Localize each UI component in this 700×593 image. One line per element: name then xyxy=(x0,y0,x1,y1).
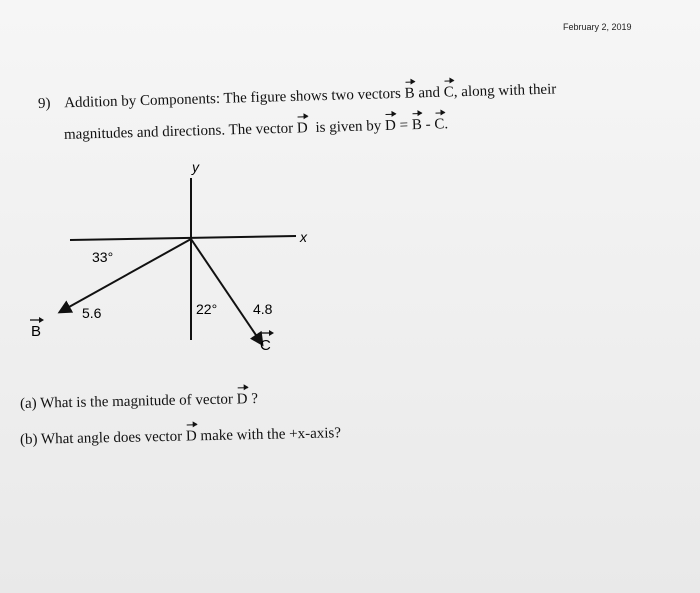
vector-c-overarrow-head xyxy=(269,330,274,336)
question-b-text: (b) What angle does vector xyxy=(19,428,183,448)
date-header: February 2, 2019 xyxy=(563,22,632,32)
equation-d: D xyxy=(384,117,397,135)
question-a-text: (a) What is the magnitude of vector xyxy=(19,391,234,412)
vector-c-arrow xyxy=(191,239,262,344)
x-axis-label: x xyxy=(300,229,307,245)
x-axis xyxy=(70,236,296,240)
magnitude-c-label: 4.8 xyxy=(253,301,273,317)
question-a-vector: D xyxy=(236,391,248,408)
equation-equals: = xyxy=(399,117,409,134)
vector-b-label-group xyxy=(30,317,44,340)
vector-d-symbol: D xyxy=(296,120,308,137)
question-a-end: ? xyxy=(251,391,259,408)
problem-text: is given by xyxy=(315,118,382,136)
equation-end: . xyxy=(444,116,449,133)
angle-b-label: 33° xyxy=(92,249,114,265)
question-b-vector: D xyxy=(185,428,197,445)
question-b-end: make with the +x-axis? xyxy=(200,425,342,445)
problem-number: 9) xyxy=(37,95,51,112)
magnitude-b-label: 5.6 xyxy=(82,305,102,321)
equation-b: B xyxy=(411,117,423,134)
vector-c-label-group xyxy=(260,330,274,354)
conjunction-text: and xyxy=(418,84,441,102)
angle-c-label: 22° xyxy=(196,301,218,317)
equation-c: C xyxy=(434,116,445,133)
y-axis-label: y xyxy=(192,159,199,175)
vector-b-arrow xyxy=(60,239,191,312)
vector-c-label: C xyxy=(260,337,271,354)
problem-text-end: , along with their xyxy=(453,81,557,101)
equation-minus: - xyxy=(425,116,431,133)
problem-text: magnitudes and directions. The vector xyxy=(63,120,294,143)
problem-text: The figure shows two vectors xyxy=(223,85,402,107)
vector-c-symbol: C xyxy=(443,84,455,101)
vector-b-symbol: B xyxy=(404,85,415,102)
problem-title: Addition by Components: xyxy=(64,90,221,112)
vector-b-label: B xyxy=(31,323,42,340)
